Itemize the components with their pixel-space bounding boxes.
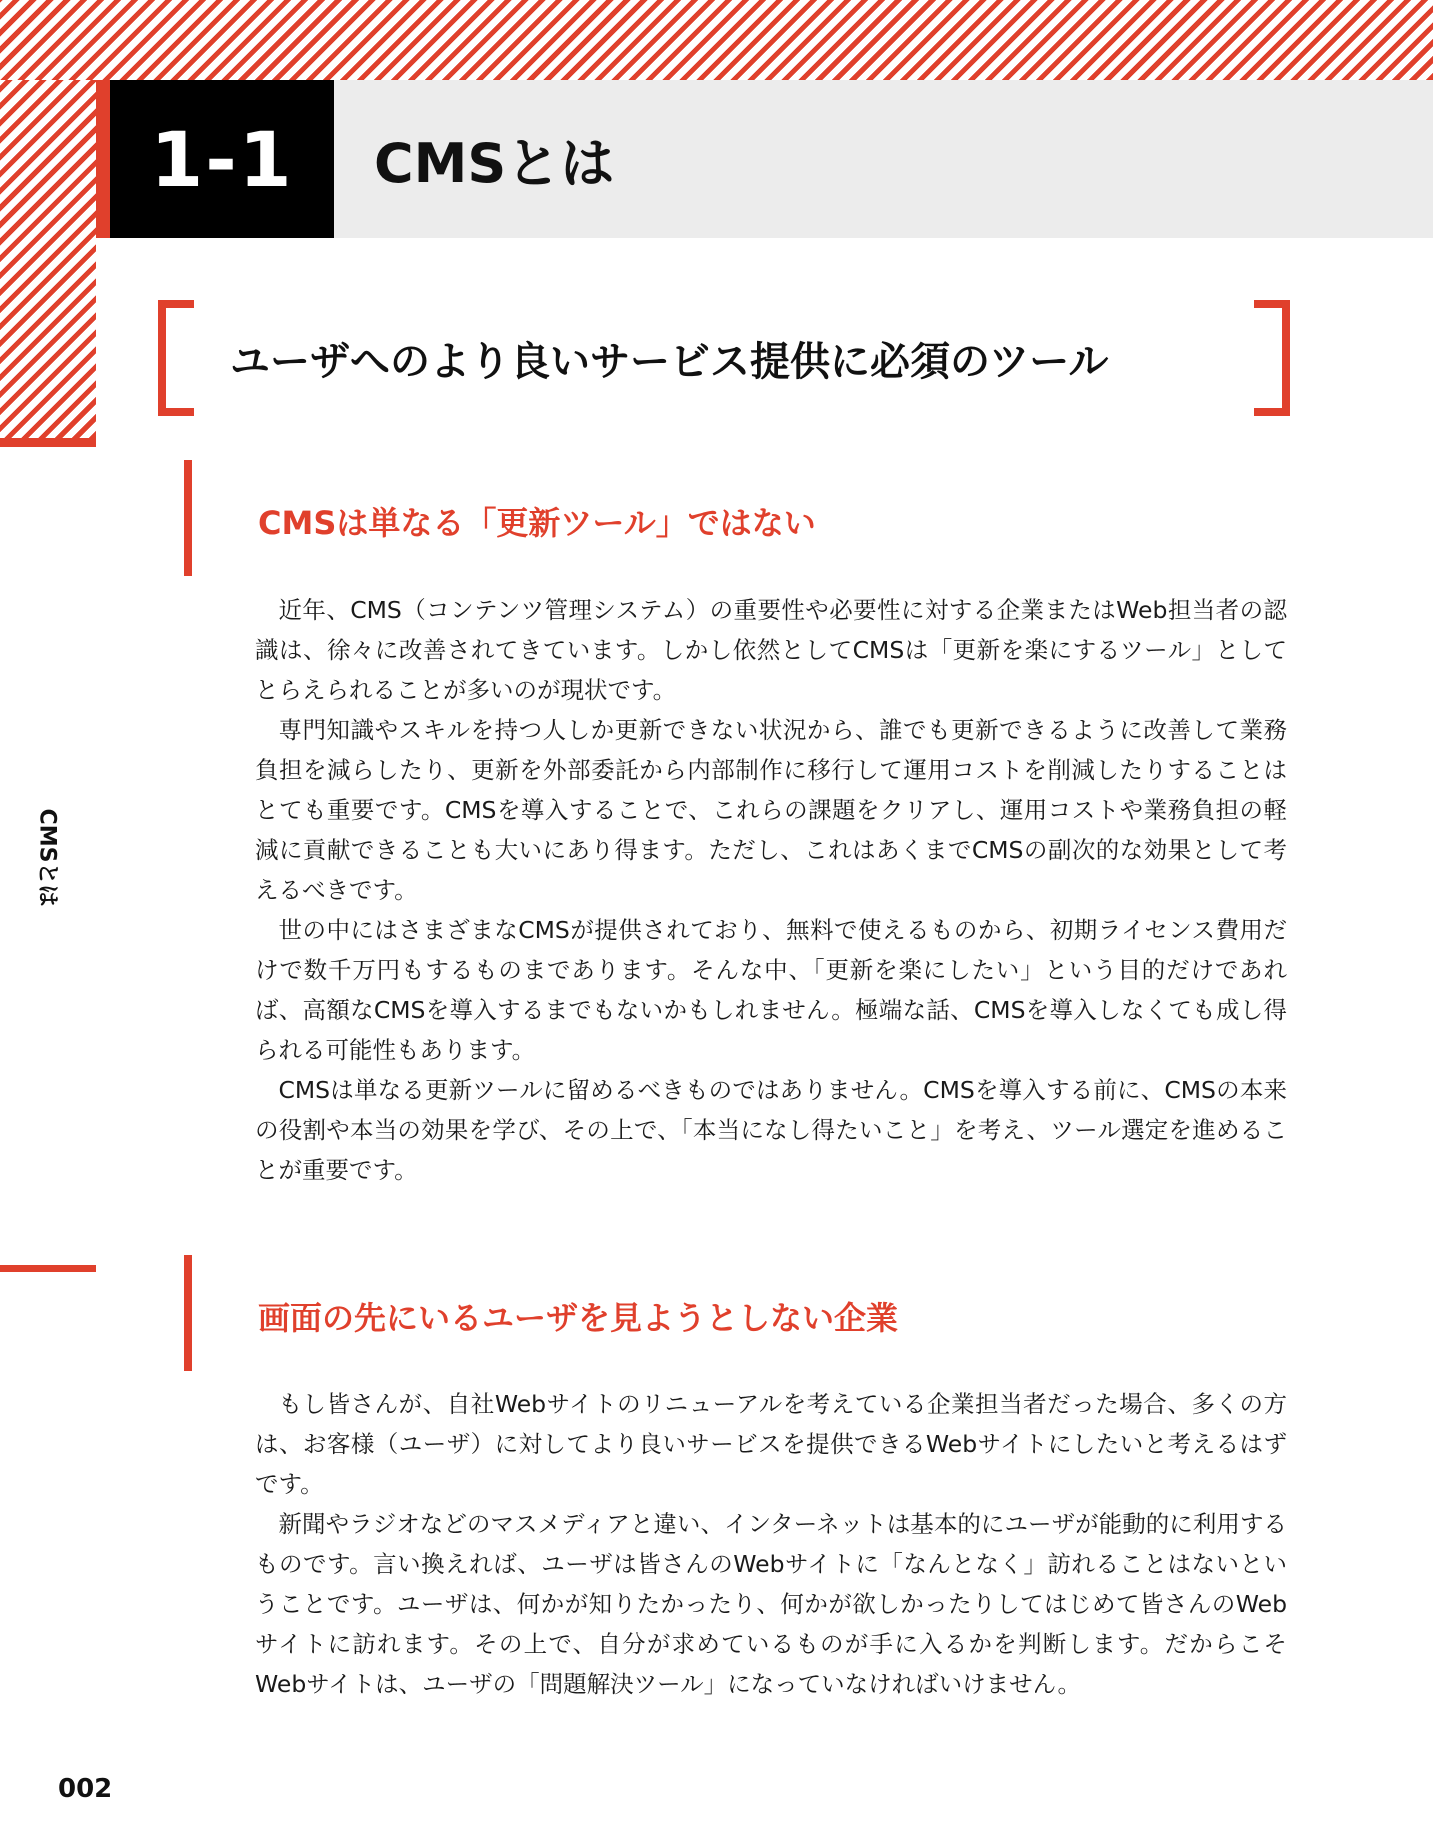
section-1-body <box>255 590 1287 1190</box>
lead-bracket-right <box>1254 300 1290 416</box>
section-1-heading: CMSは単なる「更新ツール」ではない <box>258 504 816 542</box>
side-rule <box>0 1265 96 1272</box>
side-tab <box>34 798 64 918</box>
decorative-stripe-left <box>0 80 96 438</box>
section-2-paragraph: 新聞やラジオなどのマスメディアと違い、インターネットは基本的にユーザが能動的に利用するものです。言い換えれば、ユーザは皆さんのWebサイトに「なんとなく」訪れることはないということです。ユーザは、何かが知りたかったり、何かが欲しかったりしてはじめて皆さんのWebサイトに訪れます。その上で、自分が求めているものが手に入るかを判断します。だからこそWebサイトは、ユーザの「問題解決ツール」になっていなければいけません。 <box>255 1510 1287 1698</box>
section-1-paragraph: 近年、CMS（コンテンツ管理システム）の重要性や必要性に対する企業またはWeb担当者の認識は、徐々に改善されてきています。しかし依然としてCMSは「更新を楽にするツール」としてとらえられることが多いのが現状です。 <box>255 596 1287 704</box>
chapter-header-accent <box>96 80 110 238</box>
section-2-heading: 画面の先にいるユーザを見ようとしない企業 <box>258 1299 899 1337</box>
decorative-stripe-top <box>0 0 1433 80</box>
chapter-number-box <box>110 80 334 238</box>
lead-heading: ユーザへのより良いサービス提供に必須のツール <box>230 338 1109 385</box>
section-2-body <box>255 1384 1287 1704</box>
chapter-title: CMSとは <box>374 131 615 195</box>
decorative-stripe-left-bar <box>0 438 96 447</box>
page-number: 002 <box>58 1774 113 1804</box>
section-1-paragraph: 専門知識やスキルを持つ人しか更新できない状況から、誰でも更新できるように改善して業務負担を減らしたり、更新を外部委託から内部制作に移行して運用コストを削減したりすることはとても重要です。CMSを導入することで、これらの課題をクリアし、運用コストや業務負担の軽減に貢献できることも大いにあり得ます。ただし、これはあくまでCMSの副次的な効果として考えるべきです。 <box>255 716 1287 904</box>
chapter-number: 1-1 <box>150 114 294 204</box>
section-2-bar <box>184 1255 192 1371</box>
section-2-paragraph: もし皆さんが、自社Webサイトのリニューアルを考えている企業担当者だった場合、多くの方は、お客様（ユーザ）に対してより良いサービスを提供できるWebサイトにしたいと考えるはずです。 <box>255 1390 1287 1498</box>
section-1-paragraph: 世の中にはさまざまなCMSが提供されており、無料で使えるものから、初期ライセンス費用だけで数千万円もするものまであります。そんな中、「更新を楽にしたい」という目的だけであれば、高額なCMSを導入するまでもないかもしれません。極端な話、CMSを導入しなくても成し得られる可能性もあります。 <box>255 916 1287 1064</box>
section-1-paragraph: CMSは単なる更新ツールに留めるべきものではありません。CMSを導入する前に、CMSの本来の役割や本当の効果を学び、その上で、「本当になし得たいこと」を考え、ツール選定を進めることが重要です。 <box>255 1076 1287 1184</box>
section-1-bar <box>184 460 192 576</box>
lead-bracket-left <box>158 300 194 416</box>
side-tab-label: CMSとは <box>34 808 60 907</box>
